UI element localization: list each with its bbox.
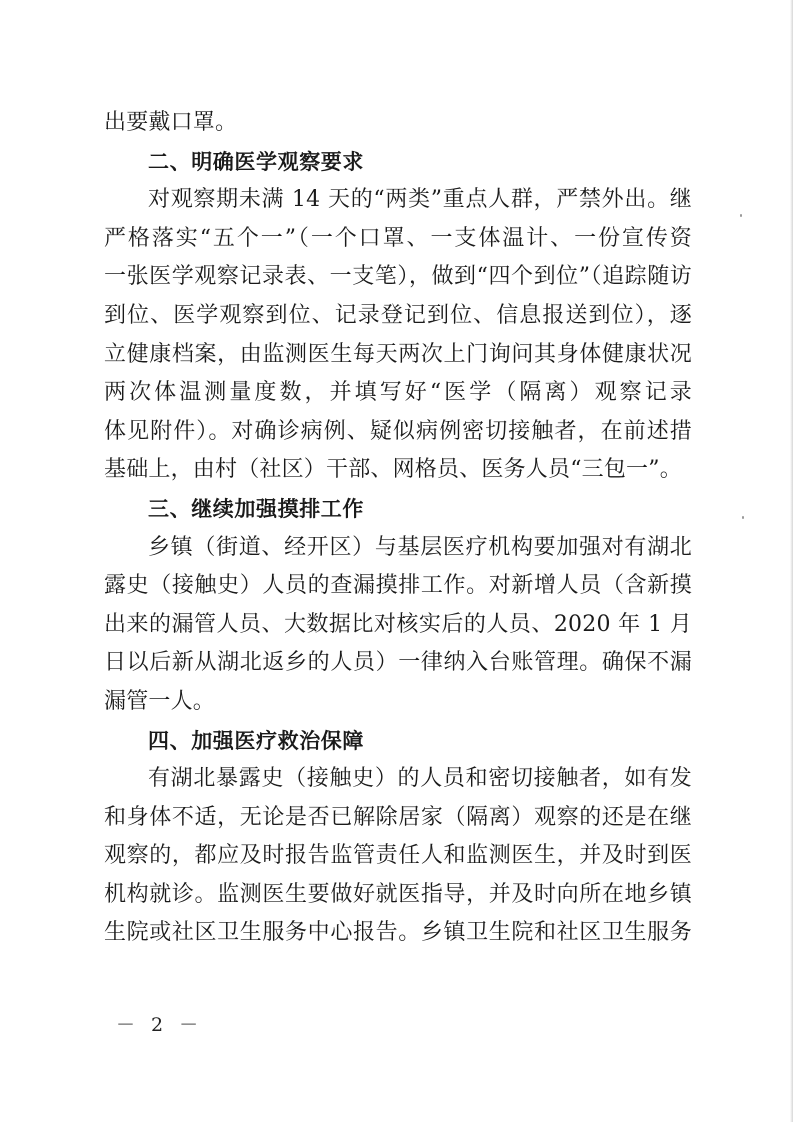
paragraph-continuation-line: 出要戴口罩。 — [104, 110, 238, 135]
body-line: 露史（接触史）人员的查漏摸排工作。对新增人员（含新摸 — [104, 573, 692, 599]
body-line: 两次体温测量度数，并填写好“医学（隔离）观察记录 — [104, 380, 692, 406]
body-line: 对观察期未满 14 天的“两类”重点人群，严禁外出。继 — [148, 187, 692, 213]
scan-speck — [740, 214, 742, 217]
scan-speck — [742, 516, 744, 519]
body-line: 生院或社区卫生服务中心报告。乡镇卫生院和社区卫生服务 — [104, 920, 692, 946]
section-heading-3: 三、继续加强摸排工作 — [148, 496, 364, 521]
body-line: 出来的漏管人员、大数据比对核实后的人员、2020 年 1 月 — [104, 611, 692, 637]
body-line: 漏管一人。 — [104, 688, 216, 714]
body-line: 立健康档案，由监测医生每天两次上门询问其身体健康状况 — [104, 341, 692, 367]
body-line: 和身体不适，无论是否已解除居家（隔离）观察的还是在继 — [104, 804, 692, 830]
body-line: 基础上，由村（社区）干部、网格员、医务人员“三包一”。 — [104, 457, 682, 483]
document-body — [104, 104, 692, 953]
body-line: 乡镇（街道、经开区）与基层医疗机构要加强对有湖北 — [148, 534, 692, 560]
body-line: 有湖北暴露史（接触史）的人员和密切接触者，如有发 — [148, 766, 692, 792]
body-line: 观察的，都应及时报告监管责任人和监测医生，并及时到医 — [104, 843, 692, 869]
body-line: 体见附件）。对确诊病例、疑似病例密切接触者，在前述措 — [104, 418, 692, 444]
body-line: 到位、医学观察到位、记录登记到位、信息报送到位），逐 — [104, 302, 692, 328]
page-number: － 2 － — [116, 1014, 204, 1036]
body-line: 日以后新从湖北返乡的人员）一律纳入台账管理。确保不漏 — [104, 650, 692, 676]
body-line: 机构就诊。监测医生要做好就医指导，并及时向所在地乡镇 — [104, 881, 692, 907]
section-heading-2: 二、明确医学观察要求 — [148, 149, 364, 174]
body-line: 一张医学观察记录表、一支笔），做到“四个到位”（追踪随访 — [104, 264, 692, 290]
body-line: 严格落实“五个一”（一个口罩、一支体温计、一份宣传资 — [104, 225, 692, 251]
section-heading-4: 四、加强医疗救治保障 — [148, 728, 364, 753]
